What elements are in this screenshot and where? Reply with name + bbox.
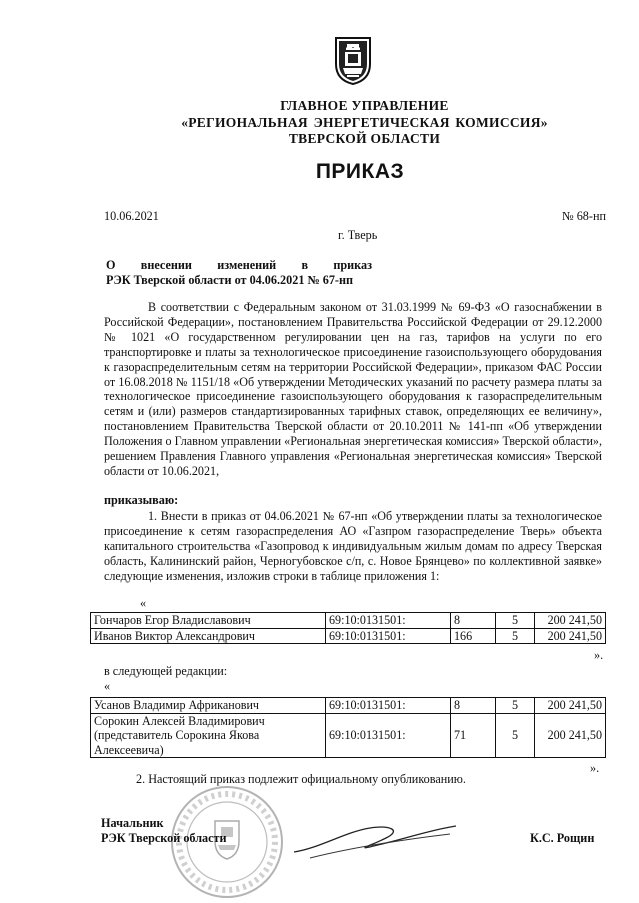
cell-cadastral: 69:10:0131501: bbox=[326, 713, 451, 758]
table-row bbox=[91, 698, 606, 714]
table-row bbox=[91, 628, 606, 644]
doc-number: № 68-нп bbox=[562, 209, 606, 223]
org-name-line2: «РЕГИОНАЛЬНАЯ ЭНЕРГЕТИЧЕСКАЯ КОМИССИЯ» bbox=[181, 115, 548, 130]
cell-name: Сорокин Алексей Владимирович (представитель Сорокина Якова Алексеевича) bbox=[91, 713, 326, 758]
cell-number: 71 bbox=[451, 713, 496, 758]
cell-name: Гончаров Егор Владиславович bbox=[91, 613, 326, 629]
item1-paragraph bbox=[104, 509, 602, 584]
doc-type-title: ПРИКАЗ bbox=[315, 160, 405, 183]
cell-power: 5 bbox=[496, 613, 535, 629]
cell-power: 5 bbox=[496, 713, 535, 758]
cell-number: 8 bbox=[451, 698, 496, 714]
cell-power: 5 bbox=[496, 628, 535, 644]
old-rows-table bbox=[90, 612, 606, 644]
cell-name: Усанов Владимир Африканович bbox=[91, 698, 326, 714]
quote-open-2: « bbox=[104, 679, 111, 693]
item2-text: 2. Настоящий приказ подлежит официальному опубликованию. bbox=[136, 772, 466, 786]
cell-number: 8 bbox=[451, 613, 496, 629]
cell-sum: 200 241,50 bbox=[535, 613, 606, 629]
preamble-paragraph bbox=[104, 300, 602, 479]
quote-close-2: ». bbox=[590, 761, 600, 775]
quote-close-1: ». bbox=[594, 648, 604, 662]
table-row bbox=[91, 613, 606, 629]
handwritten-signature bbox=[290, 818, 460, 862]
cell-sum: 200 241,50 bbox=[535, 628, 606, 644]
org-name-line3: ТВЕРСКОЙ ОБЛАСТИ bbox=[288, 131, 441, 146]
new-edition-text: в следующей редакции: bbox=[104, 664, 228, 678]
cell-number: 166 bbox=[451, 628, 496, 644]
doc-subject bbox=[106, 258, 372, 288]
table-row bbox=[91, 713, 606, 758]
subject-line2: РЭК Тверской области от 04.06.2021 № 67-нп bbox=[106, 273, 354, 287]
item1-text: 1. Внести в приказ от 04.06.2021 № 67-нп «Об утверждении платы за технологическое присоединение к сетям газораспределения АО «Газпром газораспределение Тверь» объекта капитального строительства «Газопровод к индивидуальным жилым домам по адресу Тверская область, Калининский район, Черногубовское с/п, с. Новое Брянцево» по коллективной заявке» следующие изменения, изложив строки в таблице приложения 1: bbox=[104, 509, 602, 583]
doc-city: г. Тверь bbox=[338, 228, 378, 242]
cell-sum: 200 241,50 bbox=[535, 698, 606, 714]
cell-cadastral: 69:10:0131501: bbox=[326, 628, 451, 644]
signer-position-line2: РЭК Тверской области bbox=[101, 831, 227, 845]
cell-name: Иванов Виктор Александрович bbox=[91, 628, 326, 644]
coat-of-arms-icon bbox=[333, 34, 373, 86]
order-word: приказываю: bbox=[104, 493, 179, 507]
cell-sum: 200 241,50 bbox=[535, 713, 606, 758]
new-rows-table bbox=[90, 697, 606, 758]
cell-power: 5 bbox=[496, 698, 535, 714]
cell-cadastral: 69:10:0131501: bbox=[326, 613, 451, 629]
quote-open-1: « bbox=[140, 596, 147, 610]
preamble-text: В соответствии с Федеральным законом от 31.03.1999 № 69-ФЗ «О газоснабжении в Российской Федерации», постановлением Правительства Российской Федерации от 29.12.2000 № 1021 «О государственном регулировании цен на газ, тарифов на услуги по его транспортировке и платы за технологическое присоединение газоиспользующего оборудования к газораспределительным сетям на территории Российской Федерации», приказом ФАС России от 16.08.2018 № 1151/18 «Об утверждении Методических указаний по расчету размера платы за технологическое присоединение газоиспользующего оборудования к газораспределительным сетям и (или) размеров стандартизированных тарифных ставок, определяющих ее величину», постановлением Правительства Тверской области от 20.10.2011 № 141-пп «Об утверждении Положения о Главном управлении «Региональная энергетическая комиссия» Тверской области», решением Правления Главного управления «Региональная энергетическая комиссия» Тверской области от 10.06.2021, bbox=[104, 300, 602, 478]
org-name-line1: ГЛАВНОЕ УПРАВЛЕНИЕ bbox=[280, 98, 449, 113]
doc-date: 10.06.2021 bbox=[104, 209, 159, 223]
cell-cadastral: 69:10:0131501: bbox=[326, 698, 451, 714]
signer-name: К.С. Рощин bbox=[530, 831, 595, 845]
subject-line1: О внесении изменений в приказ bbox=[106, 258, 372, 272]
signer-position-line1: Начальник bbox=[101, 816, 164, 830]
